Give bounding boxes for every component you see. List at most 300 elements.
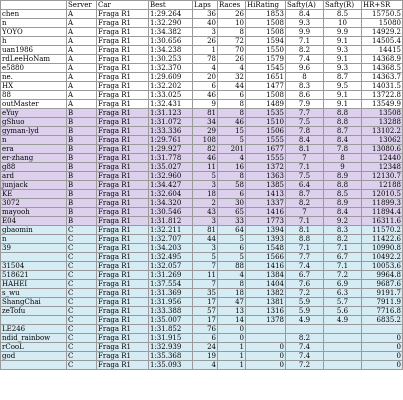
best-lap-cell[interactable]: 1:32.057: [149, 262, 193, 271]
races-cell[interactable]: 72: [218, 37, 246, 46]
server-cell[interactable]: C: [67, 325, 97, 334]
hirating-cell[interactable]: 1535: [246, 109, 286, 118]
safty-a-cell[interactable]: 7: [286, 154, 324, 163]
hr-sr-cell[interactable]: 11422.6: [362, 235, 403, 244]
player-cell[interactable]: LE246: [1, 325, 67, 334]
best-lap-cell[interactable]: 1:35.368: [149, 352, 193, 361]
best-lap-cell[interactable]: 1:30.253: [149, 55, 193, 64]
best-lap-cell[interactable]: 1:32.604: [149, 190, 193, 199]
laps-cell[interactable]: 2: [193, 199, 218, 208]
hr-sr-cell[interactable]: 15080: [362, 19, 403, 28]
server-cell[interactable]: B: [67, 136, 97, 145]
best-lap-cell[interactable]: 1:33.025: [149, 91, 193, 100]
player-cell[interactable]: gyman-lyd: [1, 127, 67, 136]
races-cell[interactable]: 8: [218, 100, 246, 109]
safty-a-cell[interactable]: 8.6: [286, 91, 324, 100]
races-cell[interactable]: 10: [218, 19, 246, 28]
best-lap-cell[interactable]: 1:35.027: [149, 163, 193, 172]
best-lap-cell[interactable]: 1:31.956: [149, 298, 193, 307]
laps-cell[interactable]: 108: [193, 136, 218, 145]
player-cell[interactable]: [1, 361, 67, 370]
safty-a-cell[interactable]: 7: [286, 208, 324, 217]
hr-sr-cell[interactable]: 10492.2: [362, 253, 403, 262]
laps-cell[interactable]: 34: [193, 118, 218, 127]
best-lap-cell[interactable]: 1:31.072: [149, 118, 193, 127]
safty-a-cell[interactable]: 8.2: [286, 334, 324, 343]
races-cell[interactable]: 1: [218, 352, 246, 361]
laps-cell[interactable]: 35: [193, 289, 218, 298]
hirating-cell[interactable]: 1385: [246, 181, 286, 190]
car-cell[interactable]: Fraga R1: [97, 289, 149, 298]
races-cell[interactable]: 15: [218, 127, 246, 136]
car-cell[interactable]: Fraga R1: [97, 190, 149, 199]
safty-r-cell[interactable]: 5.7: [324, 298, 362, 307]
races-cell[interactable]: 6: [218, 91, 246, 100]
hr-sr-cell[interactable]: 14505.4: [362, 37, 403, 46]
server-cell[interactable]: C: [67, 334, 97, 343]
safty-r-cell[interactable]: 10: [324, 19, 362, 28]
player-cell[interactable]: 3072: [1, 199, 67, 208]
laps-cell[interactable]: 6: [193, 82, 218, 91]
laps-cell[interactable]: 3: [193, 28, 218, 37]
safty-a-cell[interactable]: 7.5: [286, 118, 324, 127]
hirating-cell[interactable]: 0: [246, 361, 286, 370]
laps-cell[interactable]: 11: [193, 271, 218, 280]
car-cell[interactable]: Fraga R1: [97, 91, 149, 100]
player-cell[interactable]: eYuy: [1, 109, 67, 118]
hirating-cell[interactable]: 1773: [246, 217, 286, 226]
hirating-cell[interactable]: 1508: [246, 91, 286, 100]
safty-a-cell[interactable]: 8: [286, 73, 324, 82]
safty-r-cell[interactable]: 9.3: [324, 46, 362, 55]
hr-sr-cell[interactable]: 9964.8: [362, 271, 403, 280]
races-cell[interactable]: 8: [218, 28, 246, 37]
server-cell[interactable]: B: [67, 172, 97, 181]
hirating-cell[interactable]: 1393: [246, 235, 286, 244]
player-cell[interactable]: zeTofu: [1, 307, 67, 316]
player-cell[interactable]: HAHEI: [1, 280, 67, 289]
car-cell[interactable]: Fraga R1: [97, 181, 149, 190]
best-lap-cell[interactable]: 1:32.939: [149, 343, 193, 352]
safty-a-cell[interactable]: 7.2: [286, 361, 324, 370]
hr-sr-cell[interactable]: 14031.5: [362, 82, 403, 91]
safty-r-cell[interactable]: 8.3: [324, 226, 362, 235]
hr-sr-cell[interactable]: 14368.5: [362, 64, 403, 73]
safty-r-cell[interactable]: 9.3: [324, 64, 362, 73]
laps-cell[interactable]: 5: [193, 172, 218, 181]
safty-a-cell[interactable]: 4.9: [286, 316, 324, 325]
safty-r-cell[interactable]: 8.2: [324, 235, 362, 244]
car-cell[interactable]: Fraga R1: [97, 334, 149, 343]
player-cell[interactable]: n: [1, 136, 67, 145]
hr-sr-cell[interactable]: 13508: [362, 109, 403, 118]
header-cell-player[interactable]: [1, 1, 67, 10]
safty-a-cell[interactable]: 8.7: [286, 190, 324, 199]
car-cell[interactable]: Fraga R1: [97, 82, 149, 91]
server-cell[interactable]: B: [67, 109, 97, 118]
header-cell-best[interactable]: Best: [149, 1, 193, 10]
header-cell-safty-r[interactable]: Safty(R): [324, 1, 362, 10]
server-cell[interactable]: A: [67, 55, 97, 64]
races-cell[interactable]: 6: [218, 244, 246, 253]
header-cell-safty-a[interactable]: Safty(A): [286, 1, 324, 10]
car-cell[interactable]: Fraga R1: [97, 316, 149, 325]
best-lap-cell[interactable]: 1:32.202: [149, 82, 193, 91]
safty-a-cell[interactable]: 9.9: [286, 28, 324, 37]
hr-sr-cell[interactable]: 11570.2: [362, 226, 403, 235]
laps-cell[interactable]: 29: [193, 127, 218, 136]
best-lap-cell[interactable]: 1:31.915: [149, 334, 193, 343]
hirating-cell[interactable]: 1413: [246, 190, 286, 199]
safty-r-cell[interactable]: 8: [324, 154, 362, 163]
races-cell[interactable]: 8: [218, 109, 246, 118]
best-lap-cell[interactable]: 1:29.264: [149, 10, 193, 19]
player-cell[interactable]: junjack: [1, 181, 67, 190]
car-cell[interactable]: Fraga R1: [97, 55, 149, 64]
hr-sr-cell[interactable]: 13062: [362, 136, 403, 145]
best-lap-cell[interactable]: 1:32.960: [149, 172, 193, 181]
safty-r-cell[interactable]: 9.2: [324, 217, 362, 226]
player-cell[interactable]: rdLeeHoNam: [1, 55, 67, 64]
car-cell[interactable]: Fraga R1: [97, 253, 149, 262]
player-cell[interactable]: n: [1, 235, 67, 244]
best-lap-cell[interactable]: 1:31.369: [149, 289, 193, 298]
car-cell[interactable]: Fraga R1: [97, 73, 149, 82]
hr-sr-cell[interactable]: 13080.6: [362, 145, 403, 154]
car-cell[interactable]: Fraga R1: [97, 19, 149, 28]
safty-a-cell[interactable]: 8.1: [286, 145, 324, 154]
car-cell[interactable]: Fraga R1: [97, 280, 149, 289]
hirating-cell[interactable]: 1510: [246, 118, 286, 127]
hirating-cell[interactable]: 0: [246, 352, 286, 361]
server-cell[interactable]: C: [67, 289, 97, 298]
safty-a-cell[interactable]: 9.3: [286, 19, 324, 28]
server-cell[interactable]: A: [67, 19, 97, 28]
car-cell[interactable]: Fraga R1: [97, 352, 149, 361]
server-cell[interactable]: C: [67, 262, 97, 271]
races-cell[interactable]: 33: [218, 217, 246, 226]
server-cell[interactable]: A: [67, 73, 97, 82]
hirating-cell[interactable]: 1555: [246, 136, 286, 145]
races-cell[interactable]: 5: [218, 136, 246, 145]
car-cell[interactable]: Fraga R1: [97, 262, 149, 271]
best-lap-cell[interactable]: 1:37.554: [149, 280, 193, 289]
car-cell[interactable]: Fraga R1: [97, 37, 149, 46]
player-cell[interactable]: outMaster: [1, 100, 67, 109]
laps-cell[interactable]: 11: [193, 163, 218, 172]
safty-a-cell[interactable]: 5.9: [286, 298, 324, 307]
car-cell[interactable]: Fraga R1: [97, 325, 149, 334]
laps-cell[interactable]: 3: [193, 217, 218, 226]
hirating-cell[interactable]: 1416: [246, 208, 286, 217]
header-cell-laps[interactable]: Laps: [193, 1, 218, 10]
car-cell[interactable]: Fraga R1: [97, 199, 149, 208]
header-cell-server[interactable]: Server: [67, 1, 97, 10]
races-cell[interactable]: 1: [218, 343, 246, 352]
safty-r-cell[interactable]: 9.1: [324, 100, 362, 109]
races-cell[interactable]: 30: [218, 199, 246, 208]
hr-sr-cell[interactable]: 14368.9: [362, 55, 403, 64]
hr-sr-cell[interactable]: 12440: [362, 154, 403, 163]
hr-sr-cell[interactable]: 7911.9: [362, 298, 403, 307]
safty-r-cell[interactable]: 8.8: [324, 109, 362, 118]
laps-cell[interactable]: 3: [193, 181, 218, 190]
best-lap-cell[interactable]: 1:29.927: [149, 145, 193, 154]
safty-r-cell[interactable]: 8.7: [324, 127, 362, 136]
safty-a-cell[interactable]: 7.5: [286, 172, 324, 181]
hirating-cell[interactable]: 1384: [246, 271, 286, 280]
safty-a-cell[interactable]: 8.4: [286, 10, 324, 19]
races-cell[interactable]: 26: [218, 10, 246, 19]
laps-cell[interactable]: 20: [193, 73, 218, 82]
hirating-cell[interactable]: 1378: [246, 316, 286, 325]
safty-a-cell[interactable]: 7.1: [286, 163, 324, 172]
car-cell[interactable]: Fraga R1: [97, 28, 149, 37]
safty-a-cell[interactable]: 7.4: [286, 352, 324, 361]
safty-a-cell[interactable]: 7.4: [286, 55, 324, 64]
server-cell[interactable]: B: [67, 163, 97, 172]
player-cell[interactable]: ShangChai: [1, 298, 67, 307]
best-lap-cell[interactable]: 1:30.656: [149, 37, 193, 46]
safty-a-cell[interactable]: [286, 325, 324, 334]
player-cell[interactable]: era: [1, 145, 67, 154]
safty-a-cell[interactable]: 6.7: [286, 271, 324, 280]
laps-cell[interactable]: 46: [193, 154, 218, 163]
server-cell[interactable]: A: [67, 91, 97, 100]
safty-r-cell[interactable]: 8.5: [324, 190, 362, 199]
laps-cell[interactable]: 24: [193, 343, 218, 352]
hr-sr-cell[interactable]: 14415: [362, 46, 403, 55]
laps-cell[interactable]: 36: [193, 10, 218, 19]
player-cell[interactable]: mayooh: [1, 208, 67, 217]
safty-r-cell[interactable]: 8.7: [324, 73, 362, 82]
laps-cell[interactable]: 7: [193, 262, 218, 271]
player-cell[interactable]: uan1986: [1, 46, 67, 55]
player-cell[interactable]: gShuo: [1, 118, 67, 127]
races-cell[interactable]: 18: [218, 289, 246, 298]
safty-a-cell[interactable]: 7.4: [286, 262, 324, 271]
hr-sr-cell[interactable]: 13722.8: [362, 91, 403, 100]
safty-a-cell[interactable]: 7.1: [286, 37, 324, 46]
car-cell[interactable]: Fraga R1: [97, 271, 149, 280]
server-cell[interactable]: B: [67, 181, 97, 190]
car-cell[interactable]: Fraga R1: [97, 217, 149, 226]
safty-r-cell[interactable]: 9.9: [324, 28, 362, 37]
safty-r-cell[interactable]: 8.9: [324, 199, 362, 208]
server-cell[interactable]: C: [67, 343, 97, 352]
best-lap-cell[interactable]: 1:32.211: [149, 226, 193, 235]
server-cell[interactable]: C: [67, 298, 97, 307]
car-cell[interactable]: Fraga R1: [97, 244, 149, 253]
player-cell[interactable]: ne.: [1, 73, 67, 82]
player-cell[interactable]: n: [1, 19, 67, 28]
safty-a-cell[interactable]: 7.9: [286, 100, 324, 109]
laps-cell[interactable]: 40: [193, 19, 218, 28]
hr-sr-cell[interactable]: 10053.6: [362, 262, 403, 271]
hirating-cell[interactable]: 1404: [246, 280, 286, 289]
server-cell[interactable]: C: [67, 280, 97, 289]
best-lap-cell[interactable]: 1:33.336: [149, 127, 193, 136]
player-cell[interactable]: s_wu: [1, 289, 67, 298]
car-cell[interactable]: Fraga R1: [97, 172, 149, 181]
laps-cell[interactable]: 4: [193, 361, 218, 370]
laps-cell[interactable]: 7: [193, 280, 218, 289]
safty-r-cell[interactable]: 7.1: [324, 244, 362, 253]
player-cell[interactable]: E04: [1, 217, 67, 226]
safty-r-cell[interactable]: 5.6: [324, 307, 362, 316]
hirating-cell[interactable]: 1545: [246, 64, 286, 73]
safty-a-cell[interactable]: 7.2: [286, 289, 324, 298]
hr-sr-cell[interactable]: 0: [362, 352, 403, 361]
best-lap-cell[interactable]: 1:34.427: [149, 181, 193, 190]
safty-a-cell[interactable]: 7.7: [286, 109, 324, 118]
safty-r-cell[interactable]: 8.9: [324, 172, 362, 181]
laps-cell[interactable]: 81: [193, 226, 218, 235]
best-lap-cell[interactable]: 1:31.269: [149, 271, 193, 280]
server-cell[interactable]: B: [67, 208, 97, 217]
safty-r-cell[interactable]: 8.4: [324, 136, 362, 145]
hirating-cell[interactable]: 1508: [246, 19, 286, 28]
hr-sr-cell[interactable]: 6835.2: [362, 316, 403, 325]
safty-a-cell[interactable]: 8.8: [286, 235, 324, 244]
safty-a-cell[interactable]: 8.1: [286, 226, 324, 235]
car-cell[interactable]: Fraga R1: [97, 118, 149, 127]
laps-cell[interactable]: 76: [193, 325, 218, 334]
player-cell[interactable]: gbaomin: [1, 226, 67, 235]
hirating-cell[interactable]: 1477: [246, 82, 286, 91]
races-cell[interactable]: 8: [218, 280, 246, 289]
best-lap-cell[interactable]: 1:32.431: [149, 100, 193, 109]
car-cell[interactable]: Fraga R1: [97, 64, 149, 73]
safty-r-cell[interactable]: 8.8: [324, 118, 362, 127]
laps-cell[interactable]: 57: [193, 307, 218, 316]
best-lap-cell[interactable]: 1:32.290: [149, 19, 193, 28]
server-cell[interactable]: C: [67, 253, 97, 262]
laps-cell[interactable]: 17: [193, 316, 218, 325]
player-cell[interactable]: 39: [1, 244, 67, 253]
safty-r-cell[interactable]: 4.9: [324, 316, 362, 325]
races-cell[interactable]: 4: [218, 271, 246, 280]
player-cell[interactable]: KE: [1, 190, 67, 199]
races-cell[interactable]: 1: [218, 361, 246, 370]
best-lap-cell[interactable]: 1:35.093: [149, 361, 193, 370]
races-cell[interactable]: 32: [218, 73, 246, 82]
server-cell[interactable]: A: [67, 46, 97, 55]
best-lap-cell[interactable]: 1:34.203: [149, 244, 193, 253]
races-cell[interactable]: 0: [218, 334, 246, 343]
races-cell[interactable]: 88: [218, 262, 246, 271]
laps-cell[interactable]: 4: [193, 64, 218, 73]
server-cell[interactable]: B: [67, 154, 97, 163]
car-cell[interactable]: Fraga R1: [97, 208, 149, 217]
header-cell-hr-sr[interactable]: HR+SR: [362, 1, 403, 10]
races-cell[interactable]: 47: [218, 298, 246, 307]
hr-sr-cell[interactable]: 12348: [362, 163, 403, 172]
car-cell[interactable]: Fraga R1: [97, 226, 149, 235]
safty-r-cell[interactable]: 6.3: [324, 289, 362, 298]
server-cell[interactable]: A: [67, 37, 97, 46]
hirating-cell[interactable]: 1651: [246, 73, 286, 82]
races-cell[interactable]: 26: [218, 55, 246, 64]
player-cell[interactable]: g88: [1, 163, 67, 172]
server-cell[interactable]: C: [67, 316, 97, 325]
best-lap-cell[interactable]: 1:30.546: [149, 208, 193, 217]
laps-cell[interactable]: 81: [193, 109, 218, 118]
laps-cell[interactable]: 26: [193, 37, 218, 46]
races-cell[interactable]: 5: [218, 253, 246, 262]
server-cell[interactable]: B: [67, 199, 97, 208]
hirating-cell[interactable]: 1337: [246, 199, 286, 208]
hr-sr-cell[interactable]: 11899.3: [362, 199, 403, 208]
car-cell[interactable]: Fraga R1: [97, 46, 149, 55]
safty-r-cell[interactable]: 7.1: [324, 262, 362, 271]
hirating-cell[interactable]: [246, 334, 286, 343]
server-cell[interactable]: B: [67, 190, 97, 199]
car-cell[interactable]: Fraga R1: [97, 235, 149, 244]
server-cell[interactable]: C: [67, 307, 97, 316]
safty-r-cell[interactable]: [324, 343, 362, 352]
best-lap-cell[interactable]: 1:32.707: [149, 235, 193, 244]
laps-cell[interactable]: 17: [193, 298, 218, 307]
server-cell[interactable]: C: [67, 235, 97, 244]
safty-r-cell[interactable]: 6.7: [324, 253, 362, 262]
races-cell[interactable]: 4: [218, 154, 246, 163]
hirating-cell[interactable]: 1677: [246, 145, 286, 154]
hirating-cell[interactable]: 1550: [246, 46, 286, 55]
hr-sr-cell[interactable]: 14363.7: [362, 73, 403, 82]
server-cell[interactable]: B: [67, 118, 97, 127]
car-cell[interactable]: Fraga R1: [97, 298, 149, 307]
hr-sr-cell[interactable]: 7716.8: [362, 307, 403, 316]
hr-sr-cell[interactable]: 10990.8: [362, 244, 403, 253]
safty-a-cell[interactable]: 5.9: [286, 307, 324, 316]
hr-sr-cell[interactable]: 16311.6: [362, 217, 403, 226]
races-cell[interactable]: 201: [218, 145, 246, 154]
car-cell[interactable]: Fraga R1: [97, 163, 149, 172]
hr-sr-cell[interactable]: 15750.5: [362, 10, 403, 19]
player-cell[interactable]: [1, 316, 67, 325]
safty-r-cell[interactable]: [324, 325, 362, 334]
server-cell[interactable]: C: [67, 226, 97, 235]
player-cell[interactable]: e5880: [1, 64, 67, 73]
laps-cell[interactable]: 9: [193, 100, 218, 109]
header-cell-hirating[interactable]: HiRating: [246, 1, 286, 10]
hirating-cell[interactable]: 1372: [246, 163, 286, 172]
hirating-cell[interactable]: 1381: [246, 298, 286, 307]
best-lap-cell[interactable]: 1:32.495: [149, 253, 193, 262]
best-lap-cell[interactable]: 1:31.778: [149, 154, 193, 163]
laps-cell[interactable]: 78: [193, 55, 218, 64]
safty-r-cell[interactable]: 8.5: [324, 10, 362, 19]
hirating-cell[interactable]: 1555: [246, 154, 286, 163]
hr-sr-cell[interactable]: 13549.9: [362, 100, 403, 109]
laps-cell[interactable]: 3: [193, 244, 218, 253]
best-lap-cell[interactable]: 1:29.761: [149, 136, 193, 145]
best-lap-cell[interactable]: 1:34.382: [149, 28, 193, 37]
races-cell[interactable]: 14: [218, 316, 246, 325]
laps-cell[interactable]: 6: [193, 334, 218, 343]
player-cell[interactable]: h: [1, 37, 67, 46]
server-cell[interactable]: B: [67, 127, 97, 136]
best-lap-cell[interactable]: 1:31.812: [149, 217, 193, 226]
safty-a-cell[interactable]: 8.3: [286, 82, 324, 91]
hirating-cell[interactable]: [246, 325, 286, 334]
hirating-cell[interactable]: 1316: [246, 307, 286, 316]
safty-r-cell[interactable]: [324, 352, 362, 361]
safty-r-cell[interactable]: 9.1: [324, 55, 362, 64]
hirating-cell[interactable]: 0: [246, 343, 286, 352]
hr-sr-cell[interactable]: 14929.2: [362, 28, 403, 37]
